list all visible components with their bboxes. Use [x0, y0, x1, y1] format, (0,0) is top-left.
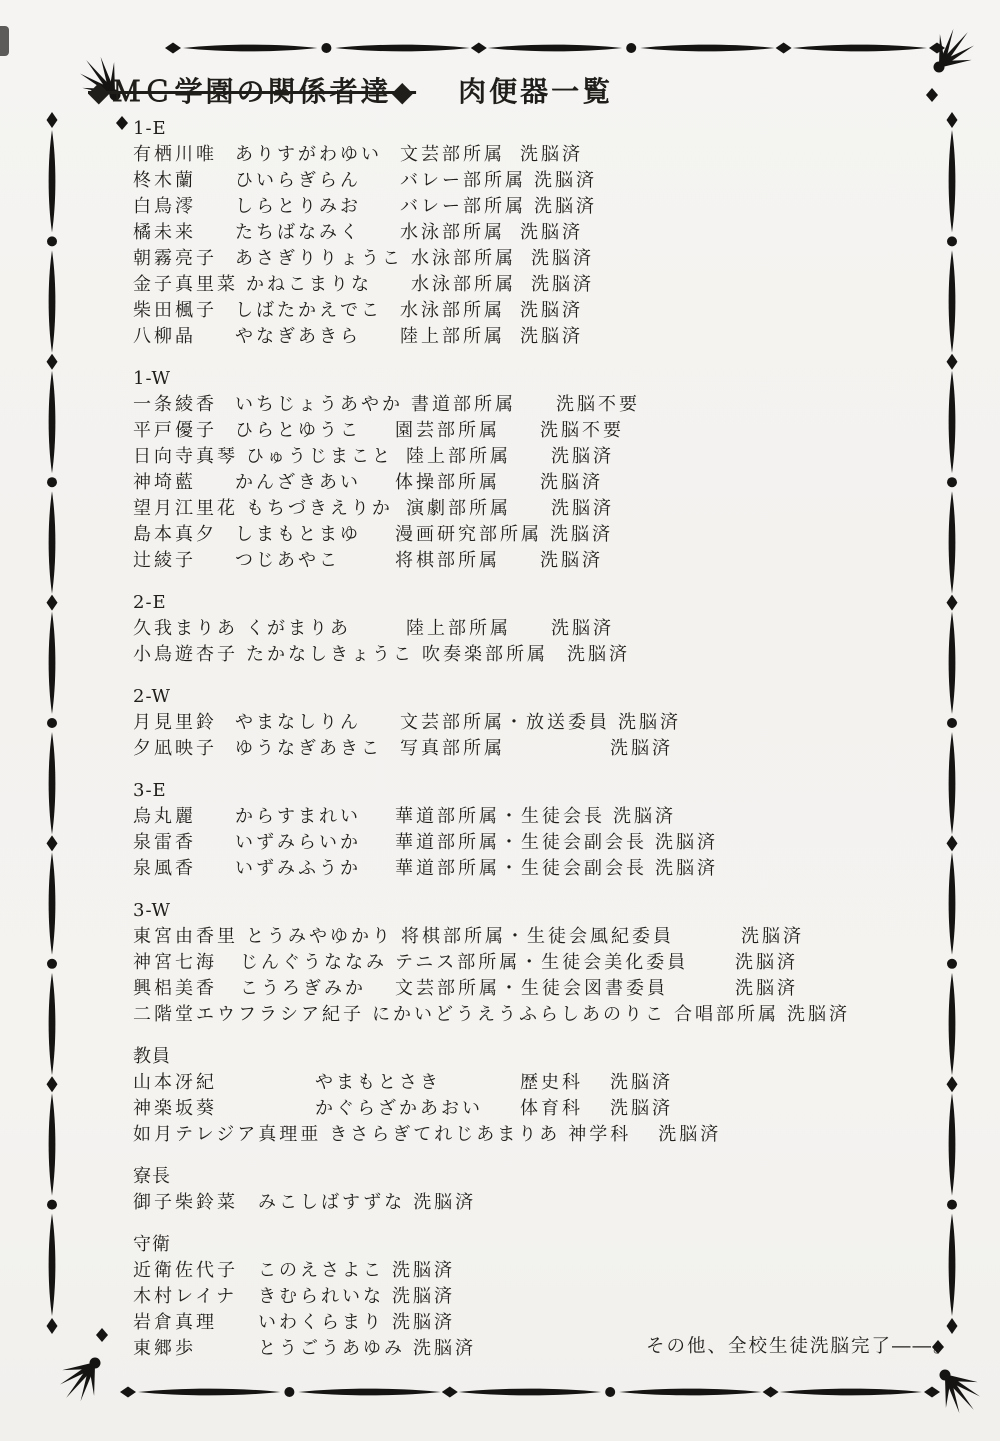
name-cell: 東郷歩: [133, 1338, 196, 1359]
reading-cell: しまもとまゆ: [235, 524, 361, 545]
section-label: 1-W: [133, 368, 172, 389]
section-3-e: [133, 778, 858, 882]
table-row: [133, 418, 858, 444]
table-row: [133, 548, 858, 574]
reading-cell: しばたかえでこ: [235, 300, 382, 321]
status-cell: 洗脳済: [787, 1004, 850, 1025]
affiliation-cell: 水泳部所属: [400, 222, 505, 243]
section-2-w: [133, 684, 858, 762]
affiliation-cell: 陸上部所属: [406, 446, 511, 467]
table-row: [133, 616, 858, 642]
table-row: [133, 392, 858, 418]
scan-artifact: [0, 26, 9, 56]
affiliation-cell: 将棋部所属: [395, 550, 500, 571]
reading-cell: こうろぎみか: [240, 978, 366, 999]
reading-cell: ゆうなぎあきこ: [235, 738, 382, 759]
status-cell: 洗脳済: [392, 1312, 455, 1333]
reading-cell: とうごうあゆみ: [258, 1338, 405, 1359]
affiliation-cell: 文芸部所属・生徒会図書委員: [395, 978, 668, 999]
status-cell: 洗脳済: [540, 550, 603, 571]
status-cell: 洗脳済: [520, 144, 583, 165]
table-row: [133, 830, 858, 856]
name-cell: 山本冴紀: [133, 1072, 217, 1093]
reading-cell: ひらとゆうこ: [235, 420, 361, 441]
section-label: 教員: [133, 1046, 171, 1067]
reading-cell: かねこまりな: [246, 274, 372, 295]
table-row: [133, 736, 858, 762]
name-cell: 興梠美香: [133, 978, 217, 999]
section-1-w: [133, 366, 858, 574]
reading-cell: とうみやゆかり: [246, 926, 393, 947]
status-cell: 洗脳済: [520, 300, 583, 321]
page-title-struck: ◆ＭＣ学園の関係者達◆: [88, 75, 417, 108]
name-cell: 小鳥遊杏子: [133, 644, 238, 665]
status-cell: 洗脳済: [610, 1098, 673, 1119]
table-row: [133, 324, 858, 350]
section-2-e: [133, 590, 858, 668]
status-cell: 洗脳不要: [556, 394, 640, 415]
status-cell: 洗脳済: [550, 524, 613, 545]
status-cell: 洗脳済: [655, 832, 718, 853]
section-1-e: [133, 116, 858, 350]
table-row: [133, 496, 858, 522]
section-label: 3-W: [133, 900, 172, 921]
name-cell: 久我まりあ: [133, 618, 238, 639]
name-cell: 橘未来: [133, 222, 196, 243]
status-cell: 洗脳済: [531, 248, 594, 269]
status-cell: 洗脳済: [413, 1338, 476, 1359]
affiliation-cell: 華道部所属・生徒会副会長: [395, 832, 647, 853]
affiliation-cell: 吹奏楽部所属: [422, 644, 548, 665]
affiliation-cell: 写真部所属: [400, 738, 505, 759]
status-cell: 洗脳済: [551, 446, 614, 467]
table-row: [133, 856, 858, 882]
name-cell: 如月テレジア真理亜: [133, 1124, 322, 1145]
reading-cell: いずみふうか: [235, 858, 361, 879]
name-cell: 泉雷香: [133, 832, 196, 853]
reading-cell: やまもとさき: [315, 1072, 441, 1093]
status-cell: 洗脳済: [655, 858, 718, 879]
name-cell: 神埼藍: [133, 472, 196, 493]
status-cell: 洗脳済: [741, 926, 804, 947]
name-cell: 辻綾子: [133, 550, 196, 571]
reading-cell: かんざきあい: [235, 472, 361, 493]
status-cell: 洗脳済: [567, 644, 630, 665]
table-row: [133, 710, 858, 736]
reading-cell: ありすがわゆい: [235, 144, 382, 165]
status-cell: 洗脳済: [534, 170, 597, 191]
table-row: [133, 1070, 858, 1096]
status-cell: 洗脳済: [551, 618, 614, 639]
table-row: [133, 1096, 858, 1122]
table-row: [133, 470, 858, 496]
affiliation-cell: テニス部所属・生徒会美化委員: [395, 952, 689, 973]
table-row: [133, 444, 858, 470]
name-cell: 柴田楓子: [133, 300, 217, 321]
status-cell: 洗脳済: [520, 222, 583, 243]
table-row: [133, 168, 858, 194]
name-cell: 白鳥澪: [133, 196, 196, 217]
section-label: 1-E: [133, 118, 167, 139]
name-cell: 夕凪映子: [133, 738, 217, 759]
reading-cell: きむられいな: [258, 1286, 384, 1307]
table-row: [133, 194, 858, 220]
section-label: 3-E: [133, 780, 167, 801]
name-cell: 一条綾香: [133, 394, 217, 415]
reading-cell: たちばなみく: [235, 222, 361, 243]
name-cell: 八柳晶: [133, 326, 196, 347]
table-row: [133, 142, 858, 168]
status-cell: 洗脳済: [551, 498, 614, 519]
table-row: [133, 804, 858, 830]
table-row: [133, 1258, 858, 1284]
status-cell: 洗脳済: [392, 1260, 455, 1281]
status-cell: 洗脳済: [540, 472, 603, 493]
reading-cell: からすまれい: [235, 806, 361, 827]
affiliation-cell: 陸上部所属: [400, 326, 505, 347]
name-cell: 神宮七海: [133, 952, 217, 973]
status-cell: 洗脳済: [618, 712, 681, 733]
status-cell: 洗脳済: [735, 978, 798, 999]
name-cell: 近衛佐代子: [133, 1260, 238, 1281]
section-label: 守衛: [133, 1234, 171, 1255]
page-title-main: 肉便器一覧: [458, 75, 614, 108]
affiliation-cell: 歴史科: [520, 1072, 583, 1093]
status-cell: 洗脳済: [610, 738, 673, 759]
table-row: [133, 220, 858, 246]
table-row: [133, 1284, 858, 1310]
affiliation-cell: 演劇部所属: [406, 498, 511, 519]
affiliation-cell: バレー部所属: [400, 170, 526, 191]
page-title: [88, 70, 613, 110]
section-ryocho: [133, 1164, 858, 1216]
affiliation-cell: 水泳部所属: [411, 274, 516, 295]
affiliation-cell: 陸上部所属: [406, 618, 511, 639]
name-cell: 島本真夕: [133, 524, 217, 545]
status-cell: 洗脳済: [735, 952, 798, 973]
affiliation-cell: 体育科: [520, 1098, 583, 1119]
status-cell: 洗脳済: [534, 196, 597, 217]
section-kyoin: [133, 1044, 858, 1148]
name-cell: 望月江里花: [133, 498, 238, 519]
reading-cell: いわくらまり: [258, 1312, 384, 1333]
affiliation-cell: 体操部所属: [395, 472, 500, 493]
reading-cell: やまなしりん: [235, 712, 361, 733]
affiliation-cell: 水泳部所属: [411, 248, 516, 269]
table-row: [133, 272, 858, 298]
reading-cell: いずみらいか: [235, 832, 361, 853]
reading-cell: たかなしきょうこ: [246, 644, 414, 665]
reading-cell: つじあやこ: [235, 550, 340, 571]
reading-cell: きさらぎてれじあまりあ: [329, 1124, 561, 1145]
name-cell: 柊木蘭: [133, 170, 196, 191]
affiliation-cell: 水泳部所属: [400, 300, 505, 321]
status-cell: 洗脳不要: [540, 420, 624, 441]
table-row: [133, 246, 858, 272]
affiliation-cell: 漫画研究部所属: [395, 524, 542, 545]
name-cell: 御子柴鈴菜: [133, 1192, 238, 1213]
section-label: 寮長: [133, 1166, 171, 1187]
status-cell: 洗脳済: [658, 1124, 722, 1145]
name-cell: 東宮由香里: [133, 926, 238, 947]
name-cell: 神楽坂葵: [133, 1098, 217, 1119]
status-cell: 洗脳済: [610, 1072, 673, 1093]
roster: [133, 116, 858, 1378]
status-cell: 洗脳済: [520, 326, 583, 347]
affiliation-cell: 文芸部所属・放送委員: [400, 712, 610, 733]
reading-cell: もちづきえりか: [246, 498, 393, 519]
reading-cell: いちじょうあやか: [235, 394, 403, 415]
section-label: 2-W: [133, 686, 172, 707]
table-row: [133, 298, 858, 324]
table-row: [133, 924, 858, 950]
table-row: [133, 950, 858, 976]
name-cell: 日向寺真琴: [133, 446, 238, 467]
name-cell: 金子真里菜: [133, 274, 238, 295]
name-cell: 木村レイナ: [133, 1286, 238, 1307]
affiliation-cell: 文芸部所属: [400, 144, 505, 165]
reading-cell: かぐらざかあおい: [315, 1098, 483, 1119]
section-3-w: [133, 898, 858, 1028]
reading-cell: ひいらぎらん: [235, 170, 361, 191]
reading-cell: あさぎりりょうこ: [235, 248, 403, 269]
name-cell: 岩倉真理: [133, 1312, 217, 1333]
reading-cell: にかいどうえうふらしあのりこ: [372, 1004, 666, 1025]
reading-cell: くがまりあ: [246, 618, 351, 639]
name-cell: 朝霧亮子: [133, 248, 217, 269]
reading-cell: しらとりみお: [235, 196, 361, 217]
reading-cell: みこしばすずな: [258, 1192, 406, 1213]
affiliation-cell: 合唱部所属: [674, 1004, 779, 1025]
table-row: [133, 1002, 858, 1028]
name-cell: 有栖川唯: [133, 144, 217, 165]
affiliation-cell: 書道部所属: [411, 394, 516, 415]
status-cell: 洗脳済: [392, 1286, 455, 1307]
table-row: [133, 642, 858, 668]
status-cell: 洗脳済: [413, 1192, 477, 1213]
table-row: [133, 1122, 858, 1148]
name-cell: 月見里鈴: [133, 712, 217, 733]
table-row: [133, 522, 858, 548]
affiliation-cell: 園芸部所属: [395, 420, 500, 441]
affiliation-cell: 華道部所属・生徒会長: [395, 806, 605, 827]
name-cell: 烏丸麗: [133, 806, 196, 827]
affiliation-cell: 神学科: [568, 1124, 632, 1145]
affiliation-cell: 将棋部所属・生徒会風紀委員: [401, 926, 674, 947]
name-cell: 二階堂エウフラシア紀子: [133, 1004, 364, 1025]
reading-cell: やなぎあきら: [235, 326, 361, 347]
footer-note: その他、全校生徒洗脳完了――。: [646, 1336, 954, 1357]
reading-cell: このえさよこ: [258, 1260, 384, 1281]
name-cell: 平戸優子: [133, 420, 217, 441]
affiliation-cell: 華道部所属・生徒会副会長: [395, 858, 647, 879]
name-cell: 泉風香: [133, 858, 196, 879]
status-cell: 洗脳済: [613, 806, 676, 827]
status-cell: 洗脳済: [531, 274, 594, 295]
section-label: 2-E: [133, 592, 167, 613]
affiliation-cell: バレー部所属: [400, 196, 526, 217]
reading-cell: じんぐうななみ: [240, 952, 387, 973]
reading-cell: ひゅうじまこと: [246, 446, 393, 467]
table-row: [133, 1190, 858, 1216]
table-row: [133, 976, 858, 1002]
